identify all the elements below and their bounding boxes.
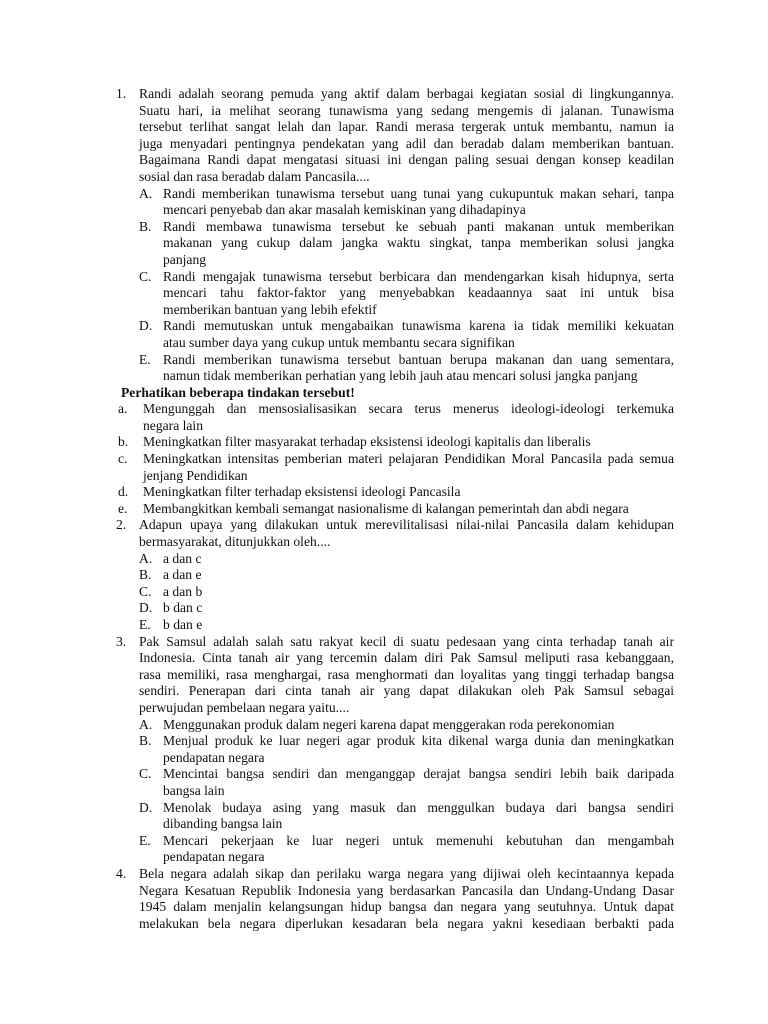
option-letter: E. — [139, 351, 151, 367]
question-text-line: juga menyadari pentingnya pendekatan yang adil dan beradab dalam memberikan bantuan. — [139, 135, 674, 151]
option-text-line: Randi membawa tunawisma tersebut ke sebuah panti makanan untuk memberikan — [163, 218, 674, 234]
option-letter: B. — [139, 218, 152, 234]
option-letter: D. — [139, 318, 153, 334]
option-text-line: Mencintai bangsa sendiri dan menganggap derajat bangsa sendiri lebih baik daripada — [163, 766, 674, 782]
option-b — [0, 567, 674, 584]
option-text-line: Mencari pekerjaan ke luar negeri untuk memenuhi kebutuhan dan mengambah — [163, 832, 674, 848]
option-text-line: mencari penyebab dan akar masalah kemiskinan yang dihadapinya — [163, 202, 526, 218]
option-text-line: b dan e — [163, 617, 203, 632]
question-text-line: Indonesia. Cinta tanah air yang tercemin dalam diri Pak Samsul meliputi rasa kebanggaan, — [139, 650, 674, 666]
question-text-line: perwujudan pembelaan negara yaitu.... — [139, 699, 350, 715]
option-text-line: atau sumber daya yang cukup untuk membantu secara signifikan — [163, 334, 515, 350]
option-a — [0, 717, 674, 734]
question-text-line: Pak Samsul adalah salah satu rakyat kecil di suatu pedesaan yang cinta terhadap tanah air — [139, 633, 674, 649]
list-text-line: Meningkatkan filter terhadap eksistensi ideologi Pancasila — [143, 484, 461, 500]
option-text-line: Randi memberikan tunawisma tersebut bantuan berupa makanan dan uang sementara, — [163, 351, 674, 367]
option-text-line: a dan b — [163, 583, 203, 599]
list-item-a — [0, 401, 674, 434]
list-letter: b. — [118, 434, 129, 450]
option-text-line: Menggunakan produk dalam negeri karena dapat menggerakan roda perekonomian — [163, 716, 615, 732]
question-number: 4. — [116, 865, 127, 881]
option-e — [0, 352, 674, 385]
option-letter: A. — [139, 185, 153, 201]
option-text-line: panjang — [163, 251, 207, 267]
option-text-line: memberikan bantuan yang lebih efektif — [163, 301, 377, 317]
option-a — [0, 186, 674, 219]
option-d — [0, 318, 674, 351]
option-letter: C. — [139, 766, 152, 782]
option-text-line: Menjual produk ke luar negeri agar produk kita dikenal warga dunia dan meningkatkan — [163, 733, 674, 749]
list-text-line: negara lain — [143, 417, 204, 433]
question-text-line: Randi adalah seorang pemuda yang aktif dalam berbagai kegiatan sosial di lingkungannya. — [139, 86, 674, 101]
option-d — [0, 800, 674, 833]
question-text-line: Negara Kesatuan Republik Indonesia yang berdasarkan Pancasila dan Undang-Undang Dasar — [139, 882, 674, 898]
option-text-line: Menolak budaya asing yang masuk dan menggulkan budaya dari bangsa sendiri — [163, 799, 674, 815]
list-text-line: jenjang Pendidikan — [143, 467, 248, 483]
question-list — [0, 86, 768, 932]
list-item-e — [0, 501, 674, 518]
question-text-line: Suatu hari, ia melihat seorang tunawisma yang sedang mengemis di jalanan. Tunawisma — [139, 102, 674, 118]
question-number: 3. — [116, 633, 127, 649]
question-4 — [0, 866, 674, 932]
option-letter: A. — [139, 550, 153, 566]
question-text-line: Bagaimana Randi dapat mengatasi situasi ini dengan paling sesuai dengan konsep keadilan — [139, 152, 674, 168]
question-text-line: melakukan bela negara diperlukan kesadaran bela negara yakni kesediaan berbakti pada — [139, 915, 674, 931]
option-text-line: a dan e — [163, 567, 202, 583]
list-letter: e. — [118, 500, 128, 516]
option-text-line: bangsa lain — [163, 782, 225, 798]
option-text-line: b dan c — [163, 600, 203, 616]
option-letter: A. — [139, 716, 153, 732]
option-b — [0, 733, 674, 766]
question-text-line: Bela negara adalah sikap dan perilaku warga negara yang dijiwai oleh kecintaannya kepada — [139, 865, 674, 881]
question-3 — [0, 634, 674, 717]
question-text-line: bermasyarakat, ditunjukkan oleh.... — [139, 534, 331, 550]
option-letter: B. — [139, 733, 152, 749]
list-item-b — [0, 434, 674, 451]
option-text-line: makanan yang cukup dalam jangka waktu singkat, tanpa memberikan solusi jangka — [163, 235, 674, 251]
option-e — [0, 617, 674, 634]
list-item-c — [0, 451, 674, 484]
option-e — [0, 833, 674, 866]
option-letter: B. — [139, 567, 152, 583]
question-2 — [0, 517, 674, 550]
question-text-line: rasa memiliki, rasa menghargai, rasa menghormati dan loyalitas yang tinggi terhadap bangsa — [139, 666, 674, 682]
list-text-line: Mengunggah dan mensosialisasikan secara terus menerus ideologi-ideologi terkemuka — [143, 401, 674, 417]
list-letter: c. — [118, 451, 128, 467]
option-text-line: pendapatan negara — [163, 749, 265, 765]
question-text-line: 1945 dalam menjalin kelangsungan hidup bangsa dan negara yang seutuhnya. Untuk dapat — [139, 899, 674, 915]
question-text-line: Adapun upaya yang dilakukan untuk merevilitalisasi nilai-nilai Pancasila dalam kehidupan — [139, 517, 674, 533]
list-item-d — [0, 484, 674, 501]
option-text-line: pendapatan negara — [163, 849, 265, 865]
option-letter: C. — [139, 268, 152, 284]
question-text-line: sosial dan rasa beradab dalam Pancasila.... — [139, 168, 370, 184]
option-c — [0, 269, 674, 319]
option-text-line: a dan c — [163, 550, 202, 566]
option-d — [0, 600, 674, 617]
list-text-line: Meningkatkan intensitas pemberian materi pelajaran Pendidikan Moral Pancasila pada semua — [143, 451, 674, 467]
option-text-line: Randi memutuskan untuk mengabaikan tunawisma karena ia tidak memiliki kekuatan — [163, 318, 674, 334]
option-c — [0, 766, 674, 799]
list-letter: a. — [118, 401, 128, 417]
option-letter: C. — [139, 583, 152, 599]
option-letter: D. — [139, 799, 153, 815]
option-letter: E. — [139, 832, 151, 848]
option-letter: D. — [139, 600, 153, 616]
option-text-line: dibanding bangsa lain — [163, 816, 283, 832]
question-1 — [0, 86, 674, 186]
option-letter: E. — [139, 617, 151, 632]
option-a — [0, 551, 674, 568]
question-number: 1. — [116, 86, 127, 101]
question-number: 2. — [116, 517, 127, 533]
list-text-line: Meningkatkan filter masyarakat terhadap eksistensi ideologi kapitalis dan liberalis — [143, 434, 591, 450]
option-c — [0, 584, 674, 601]
section-heading: Perhatikan beberapa tindakan tersebut! — [121, 384, 355, 400]
question-text-line: tersebut terlihat sangat lelah dan lapar. Randi merasa tergerak untuk membantu, namun ia — [139, 119, 674, 135]
question-text-line: sendiri. Penerapan dari cinta tanah air yang dapat dilakukan oleh Pak Samsul sebagai — [139, 683, 674, 699]
option-text-line: namun tidak memberikan perhatian yang lebih jauh atau mencari solusi jangka panjang — [163, 368, 638, 384]
list-letter: d. — [118, 484, 129, 500]
option-b — [0, 219, 674, 269]
option-text-line: mencari tahu faktor-faktor yang menyebabkan keadaannya saat ini untuk bisa — [163, 285, 674, 301]
list-text-line: Membangkitkan kembali semangat nasionalisme di kalangan pemerintah dan abdi negara — [143, 500, 629, 516]
option-text-line: Randi mengajak tunawisma tersebut berbicara dan mendengarkan kisah hidupnya, serta — [163, 268, 674, 284]
option-text-line: Randi memberikan tunawisma tersebut uang tunai yang cukupuntuk makan sehari, tanpa — [163, 185, 674, 201]
